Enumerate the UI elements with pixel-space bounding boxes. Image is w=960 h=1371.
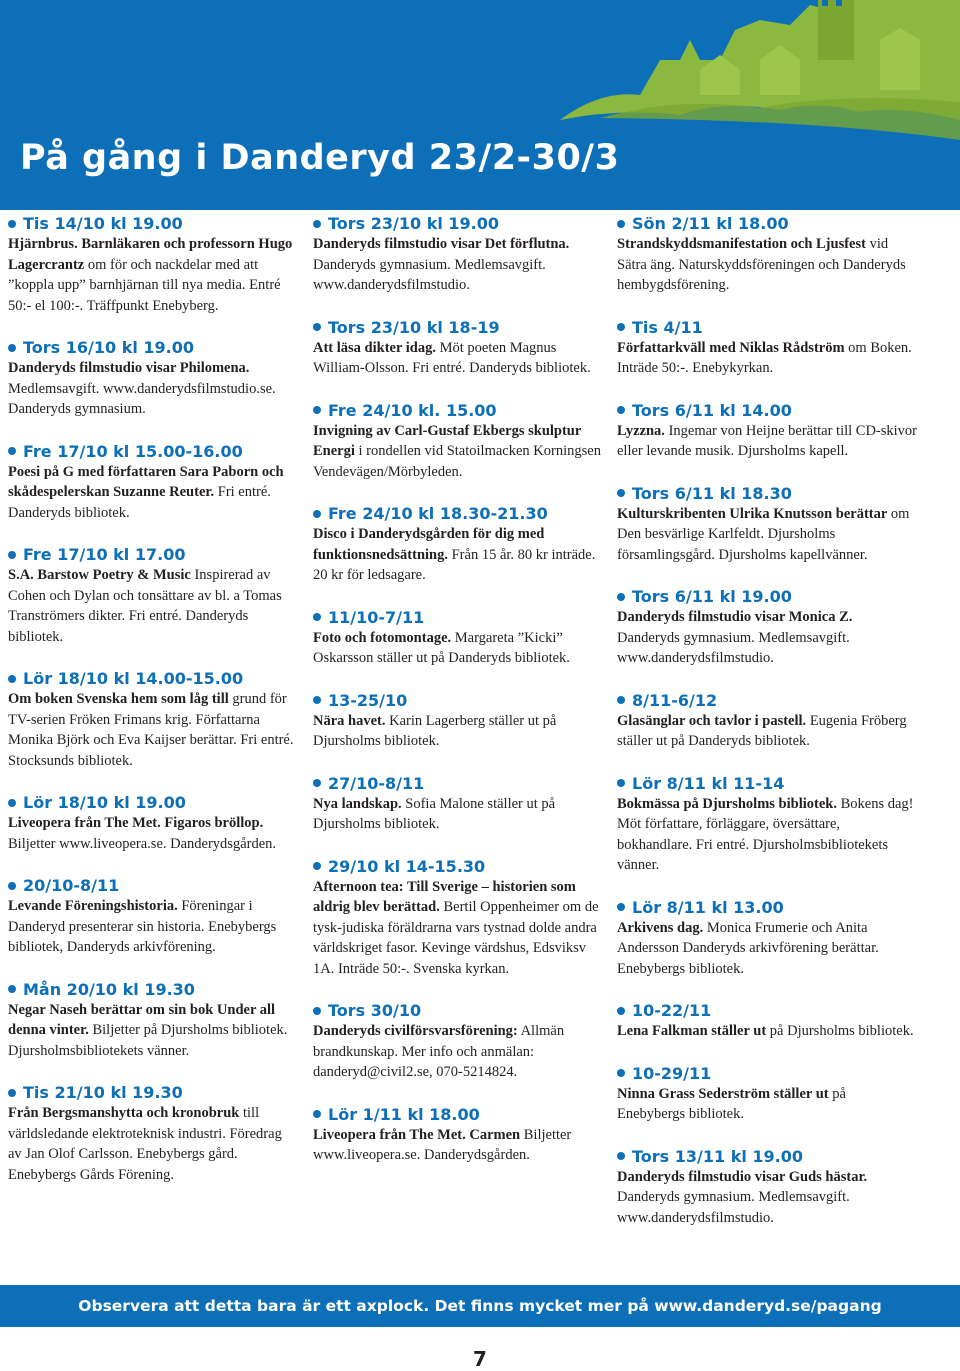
bullet-icon: [617, 489, 625, 497]
bullet-icon: [617, 1007, 625, 1015]
event-date-text: Tors 30/10: [328, 1001, 422, 1020]
event-date-text: Lör 18/10 kl 14.00-15.00: [23, 669, 244, 688]
event-date: [617, 401, 917, 420]
bullet-icon: [313, 220, 321, 228]
event-item: [8, 545, 298, 647]
event-date: [8, 545, 298, 564]
event-item: [617, 318, 917, 379]
page-title: På gång i Danderyd 23/2-30/3: [20, 138, 620, 178]
event-details: Danderyds gymnasium. Medlemsavgift. www.danderydsfilmstudio.: [617, 629, 850, 666]
event-item: [617, 898, 917, 980]
event-details: vid Sätra äng. Naturskyddsföreningen och Danderyds hembygdsförening.: [617, 236, 906, 293]
bullet-icon: [617, 1152, 625, 1160]
event-date-text: Tis 14/10 kl 19.00: [23, 214, 183, 233]
event-title: Danderyds filmstudio visar Monica Z.: [617, 609, 853, 625]
event-description: [617, 234, 917, 296]
event-description: [8, 565, 298, 647]
event-details: Karin Lagerberg ställer ut på Djursholms bibliotek.: [313, 712, 557, 749]
event-title: Liveopera från The Met. Figaros bröllop.: [8, 815, 264, 831]
event-date: [313, 401, 603, 420]
event-date-text: Fre 17/10 kl 17.00: [23, 545, 186, 564]
event-date-text: Mån 20/10 kl 19.30: [23, 979, 195, 999]
event-title: Danderyds civilförsvarsförening:: [313, 1023, 518, 1039]
event-item: [313, 1105, 603, 1166]
bullet-icon: [8, 985, 16, 993]
event-details: Allmän brandkunskap. Mer info och anmälan: danderyd@civil2.se, 070-5214824.: [313, 1023, 565, 1080]
bullet-icon: [8, 447, 16, 455]
event-title: Lyzzna.: [617, 422, 665, 439]
event-item: [313, 774, 603, 835]
column-2: [313, 214, 603, 1188]
event-item: [8, 442, 298, 524]
event-date-text: Fre 24/10 kl. 15.00: [328, 400, 497, 420]
event-details: Bertil Oppenheimer om de tysk-judiska föräldrarna vars tystnad dolde andra världskriget fasor. Kevinge värdshus, Edsviksv 1A. Inträde 50:-. Svenska kyrkan.: [313, 899, 599, 977]
event-title: Danderyds filmstudio visar Philomena.: [8, 360, 250, 376]
event-date: [617, 484, 917, 503]
event-description: [8, 896, 298, 958]
event-title: Poesi på G med författaren Sara Paborn och skådespelerskan Suzanne Reuter.: [8, 463, 284, 500]
bullet-icon: [617, 903, 625, 911]
event-date-text: Tors 13/11 kl 19.00: [632, 1146, 804, 1166]
event-description: [313, 234, 603, 296]
event-description: [617, 338, 917, 379]
event-item: [617, 1064, 917, 1125]
event-title: Strandskyddsmanifestation och Ljusfest: [617, 236, 866, 252]
event-item: [617, 484, 917, 566]
event-description: [313, 421, 603, 483]
event-date: [8, 669, 298, 688]
event-description: [8, 358, 298, 420]
event-date-text: Tors 16/10 kl 19.00: [23, 338, 195, 357]
bullet-icon: [8, 220, 16, 228]
event-details: Sofia Malone ställer ut på Djursholms bibliotek.: [313, 795, 556, 832]
event-item: [8, 1083, 298, 1185]
event-title: Att läsa dikter idag.: [313, 339, 436, 356]
event-details: på Djursholms bibliotek.: [766, 1023, 914, 1039]
event-date: [313, 608, 603, 627]
bullet-icon: [313, 406, 321, 414]
bullet-icon: [617, 593, 625, 601]
event-title: Glasänglar och tavlor i pastell.: [617, 712, 807, 729]
footer-bar: [0, 1285, 960, 1327]
event-details: om Den besvärlige Karlfeldt. Djursholms församlingsgård. Djursholms kapellvänner.: [617, 505, 910, 563]
event-title: Danderyds filmstudio visar Guds hästar.: [617, 1168, 868, 1185]
event-date-text: Lör 8/11 kl 13.00: [632, 897, 784, 917]
event-description: [313, 1125, 603, 1166]
event-date-text: Tis 21/10 kl 19.30: [23, 1083, 183, 1102]
event-item: [313, 401, 603, 483]
event-details: Fri entré. Danderyds bibliotek.: [8, 484, 271, 521]
column-3: [617, 214, 917, 1250]
event-description: [8, 1103, 298, 1185]
bullet-icon: [313, 779, 321, 787]
event-date: [313, 504, 603, 523]
bullet-icon: [617, 696, 625, 704]
skyline-illustration: [0, 0, 960, 210]
event-date-text: Lör 1/11 kl 18.00: [328, 1104, 480, 1124]
bullet-icon: [617, 220, 625, 228]
event-item: [313, 214, 603, 296]
event-date: [617, 1001, 917, 1020]
event-item: [617, 587, 917, 669]
event-description: [313, 338, 603, 379]
event-date-text: Tors 23/10 kl 18-19: [328, 317, 500, 337]
event-date: [313, 1105, 603, 1124]
event-date: [617, 318, 917, 337]
header-banner: [0, 0, 960, 210]
event-item: [8, 669, 298, 771]
event-title: Lena Falkman ställer ut: [617, 1023, 767, 1039]
event-description: [313, 628, 603, 669]
event-item: [617, 401, 917, 462]
event-details: Inspirerad av Cohen och Dylan och tonsättare av bl. a Tomas Tranströmers dikter. Fri entré. Danderyds bibliotek.: [8, 567, 282, 645]
event-item: [313, 857, 603, 980]
event-description: [617, 607, 917, 669]
event-date: [313, 318, 603, 337]
bullet-icon: [617, 779, 625, 787]
event-item: [313, 504, 603, 586]
event-item: [313, 318, 603, 379]
bullet-icon: [617, 406, 625, 414]
event-item: [8, 338, 298, 420]
event-item: [617, 691, 917, 752]
event-title: Om boken Svenska hem som låg till: [8, 691, 229, 707]
event-date-text: Tors 6/11 kl 19.00: [632, 587, 792, 606]
event-date-text: Tors 6/11 kl 18.30: [632, 483, 792, 503]
event-item: [8, 876, 298, 958]
column-1: [8, 214, 298, 1207]
event-date-text: Tis 4/11: [632, 317, 703, 337]
event-title: Afternoon tea: Till Sverige – historien som aldrig blev berättad.: [313, 878, 576, 915]
event-date: [8, 1083, 298, 1102]
event-date-text: 10-22/11: [632, 1001, 712, 1020]
event-details: Från 15 år. 80 kr inträde. 20 kr för ledsagare.: [313, 546, 596, 583]
bullet-icon: [8, 344, 16, 352]
event-date-text: 11/10-7/11: [328, 607, 425, 627]
event-description: [8, 689, 298, 771]
event-title: Hjärnbrus. Barnläkaren och professorn Hugo Lagercrantz: [8, 236, 293, 273]
bullet-icon: [8, 799, 16, 807]
bullet-icon: [313, 1110, 321, 1118]
event-details: Biljetter www.liveopera.se. Danderydsgården.: [313, 1126, 572, 1163]
event-details: Bokens dag! Möt författare, förläggare, översättare, bokhandlare. Fri entré. Djursholmsbibliotekets vänner.: [617, 795, 914, 873]
event-title: Författarkväll med Niklas Rådström: [617, 339, 845, 356]
event-description: [617, 504, 917, 566]
event-title: Nära havet.: [313, 712, 386, 729]
event-date-text: Lör 18/10 kl 19.00: [23, 793, 186, 812]
event-details: Danderyds gymnasium. Medlemsavgift. www.danderydsfilmstudio.: [313, 256, 546, 293]
event-date: [8, 214, 298, 233]
event-description: [617, 1084, 917, 1125]
event-date-text: Fre 17/10 kl 15.00-16.00: [23, 441, 243, 461]
event-details: Biljetter på Djursholms bibliotek. Djursholmsbibliotekets vänner.: [8, 1022, 288, 1059]
event-date: [617, 1064, 917, 1083]
event-item: [8, 793, 298, 854]
event-title: Invigning av Carl-Gustaf Ekbergs skulptur Energi: [313, 422, 582, 459]
event-item: [617, 1147, 917, 1229]
event-details: om Boken. Inträde 50:-. Enebykyrkan.: [617, 339, 912, 376]
event-date-text: Sön 2/11 kl 18.00: [632, 214, 789, 233]
bullet-icon: [8, 551, 16, 559]
event-date: [313, 857, 603, 876]
event-title: S.A. Barstow Poetry & Music: [8, 567, 191, 583]
event-details: i rondellen vid Statoilmacken Korningsen Vendevägen/Mörbyleden.: [313, 443, 601, 480]
event-item: [8, 980, 298, 1062]
event-details: Margareta ”Kicki” Oskarsson ställer ut på Danderyds bibliotek.: [313, 629, 570, 666]
event-title: Arkivens dag.: [617, 919, 704, 936]
event-date-text: 20/10-8/11: [23, 876, 120, 895]
event-description: [617, 1021, 917, 1042]
event-date: [617, 587, 917, 606]
event-title: Nya landskap.: [313, 795, 402, 812]
event-date-text: 27/10-8/11: [328, 773, 425, 793]
event-item: [313, 691, 603, 752]
bullet-icon: [313, 862, 321, 870]
event-description: [617, 794, 917, 876]
event-description: [313, 711, 603, 752]
page-number: 7: [473, 1347, 487, 1371]
event-description: [617, 1167, 917, 1229]
event-date: [617, 214, 917, 233]
bullet-icon: [313, 613, 321, 621]
event-date: [8, 338, 298, 357]
event-date-text: 13-25/10: [328, 690, 408, 710]
event-details: Föreningar i Danderyd presenterar sin historia. Enebybergs bibliotek, Danderyds arkivförening.: [8, 898, 277, 955]
event-date: [8, 980, 298, 999]
event-title: Bokmässa på Djursholms bibliotek.: [617, 795, 837, 812]
event-title: Levande Föreningshistoria.: [8, 898, 178, 914]
event-description: [617, 918, 917, 980]
event-date: [313, 214, 603, 233]
event-date: [313, 691, 603, 710]
event-item: [8, 214, 298, 316]
event-item: [617, 774, 917, 876]
event-title: Negar Naseh berättar om sin bok Under all denna vinter.: [8, 1001, 276, 1038]
bullet-icon: [313, 1007, 321, 1015]
event-date: [8, 442, 298, 461]
event-date-text: Lör 8/11 kl 11-14: [632, 773, 785, 793]
event-details: till världsledande elektroteknisk industri. Föredrag av Jan Olof Carlsson. Enebybergs gård. Enebybergs Gårds Förening.: [8, 1105, 282, 1183]
event-date: [617, 691, 917, 710]
event-title: Liveopera från The Met. Carmen: [313, 1126, 521, 1143]
event-date: [617, 898, 917, 917]
event-description: [617, 421, 917, 462]
event-details: Biljetter www.liveopera.se. Danderydsgården.: [8, 835, 277, 852]
event-item: [313, 1001, 603, 1083]
event-date: [313, 1001, 603, 1020]
event-date: [8, 793, 298, 812]
event-title: Danderyds filmstudio visar Det förflutna.: [313, 236, 570, 252]
event-item: [313, 608, 603, 669]
event-date-text: 10-29/11: [632, 1063, 712, 1083]
event-details: Medlemsavgift. www.danderydsfilmstudio.se. Danderyds gymnasium.: [8, 380, 276, 417]
event-description: [617, 711, 917, 752]
bullet-icon: [617, 1069, 625, 1077]
event-title: Disco i Danderydsgården för dig med funktionsnedsättning.: [313, 526, 545, 563]
event-description: [8, 462, 298, 524]
event-date-text: 8/11-6/12: [632, 690, 718, 710]
event-description: [313, 524, 603, 586]
event-item: [617, 1001, 917, 1042]
event-details: Eugenia Fröberg ställer ut på Danderyds bibliotek.: [617, 712, 907, 749]
event-details: Monica Frumerie och Anita Andersson Danderyds arkivförening berättar. Enebybergs bibliotek.: [617, 919, 879, 977]
event-date: [8, 876, 298, 895]
event-details: på Enebybergs bibliotek.: [617, 1085, 846, 1122]
event-date-text: 29/10 kl 14-15.30: [328, 856, 486, 876]
event-date-text: Tors 6/11 kl 14.00: [632, 400, 792, 420]
event-title: Ninna Grass Sederström ställer ut: [617, 1085, 829, 1102]
bullet-icon: [313, 323, 321, 331]
bullet-icon: [313, 696, 321, 704]
event-description: [8, 813, 298, 854]
event-details: om för och nackdelar med att ”koppla upp” barnhjärnan till nya media. Entré 50:- el 100:-. Träffpunkt Enebyberg.: [8, 256, 281, 314]
bullet-icon: [8, 675, 16, 683]
event-date-text: Tors 23/10 kl 19.00: [328, 214, 500, 233]
bullet-icon: [8, 1089, 16, 1097]
footer-note: Observera att detta bara är ett axplock. Det finns mycket mer på www.danderyd.se/pagang: [78, 1297, 882, 1315]
event-date: [617, 1147, 917, 1166]
event-description: [8, 1000, 298, 1062]
event-title: Från Bergsmanshytta och kronobruk: [8, 1105, 240, 1121]
event-details: Möt poeten Magnus William-Olsson. Fri entré. Danderyds bibliotek.: [313, 339, 591, 376]
event-description: [313, 1021, 603, 1083]
bullet-icon: [8, 882, 16, 890]
event-title: Foto och fotomontage.: [313, 629, 452, 646]
event-date-text: Fre 24/10 kl 18.30-21.30: [328, 504, 548, 523]
bullet-icon: [313, 510, 321, 518]
event-details: grund för TV-serien Fröken Frimans krig. Författarna Monika Björk och Eva Kaijser berättar. Fri entré. Stocksunds bibliotek.: [8, 691, 294, 769]
event-date: [313, 774, 603, 793]
event-description: [313, 877, 603, 980]
event-item: [617, 214, 917, 296]
event-description: [313, 794, 603, 835]
event-date: [617, 774, 917, 793]
event-title: Kulturskribenten Ulrika Knutsson berättar: [617, 505, 888, 522]
event-details: Ingemar von Heijne berättar till CD-skivor eller levande musik. Djursholms kapell.: [617, 422, 918, 459]
event-details: Danderyds gymnasium. Medlemsavgift. www.danderydsfilmstudio.: [617, 1189, 850, 1226]
event-description: [8, 234, 298, 316]
bullet-icon: [617, 323, 625, 331]
